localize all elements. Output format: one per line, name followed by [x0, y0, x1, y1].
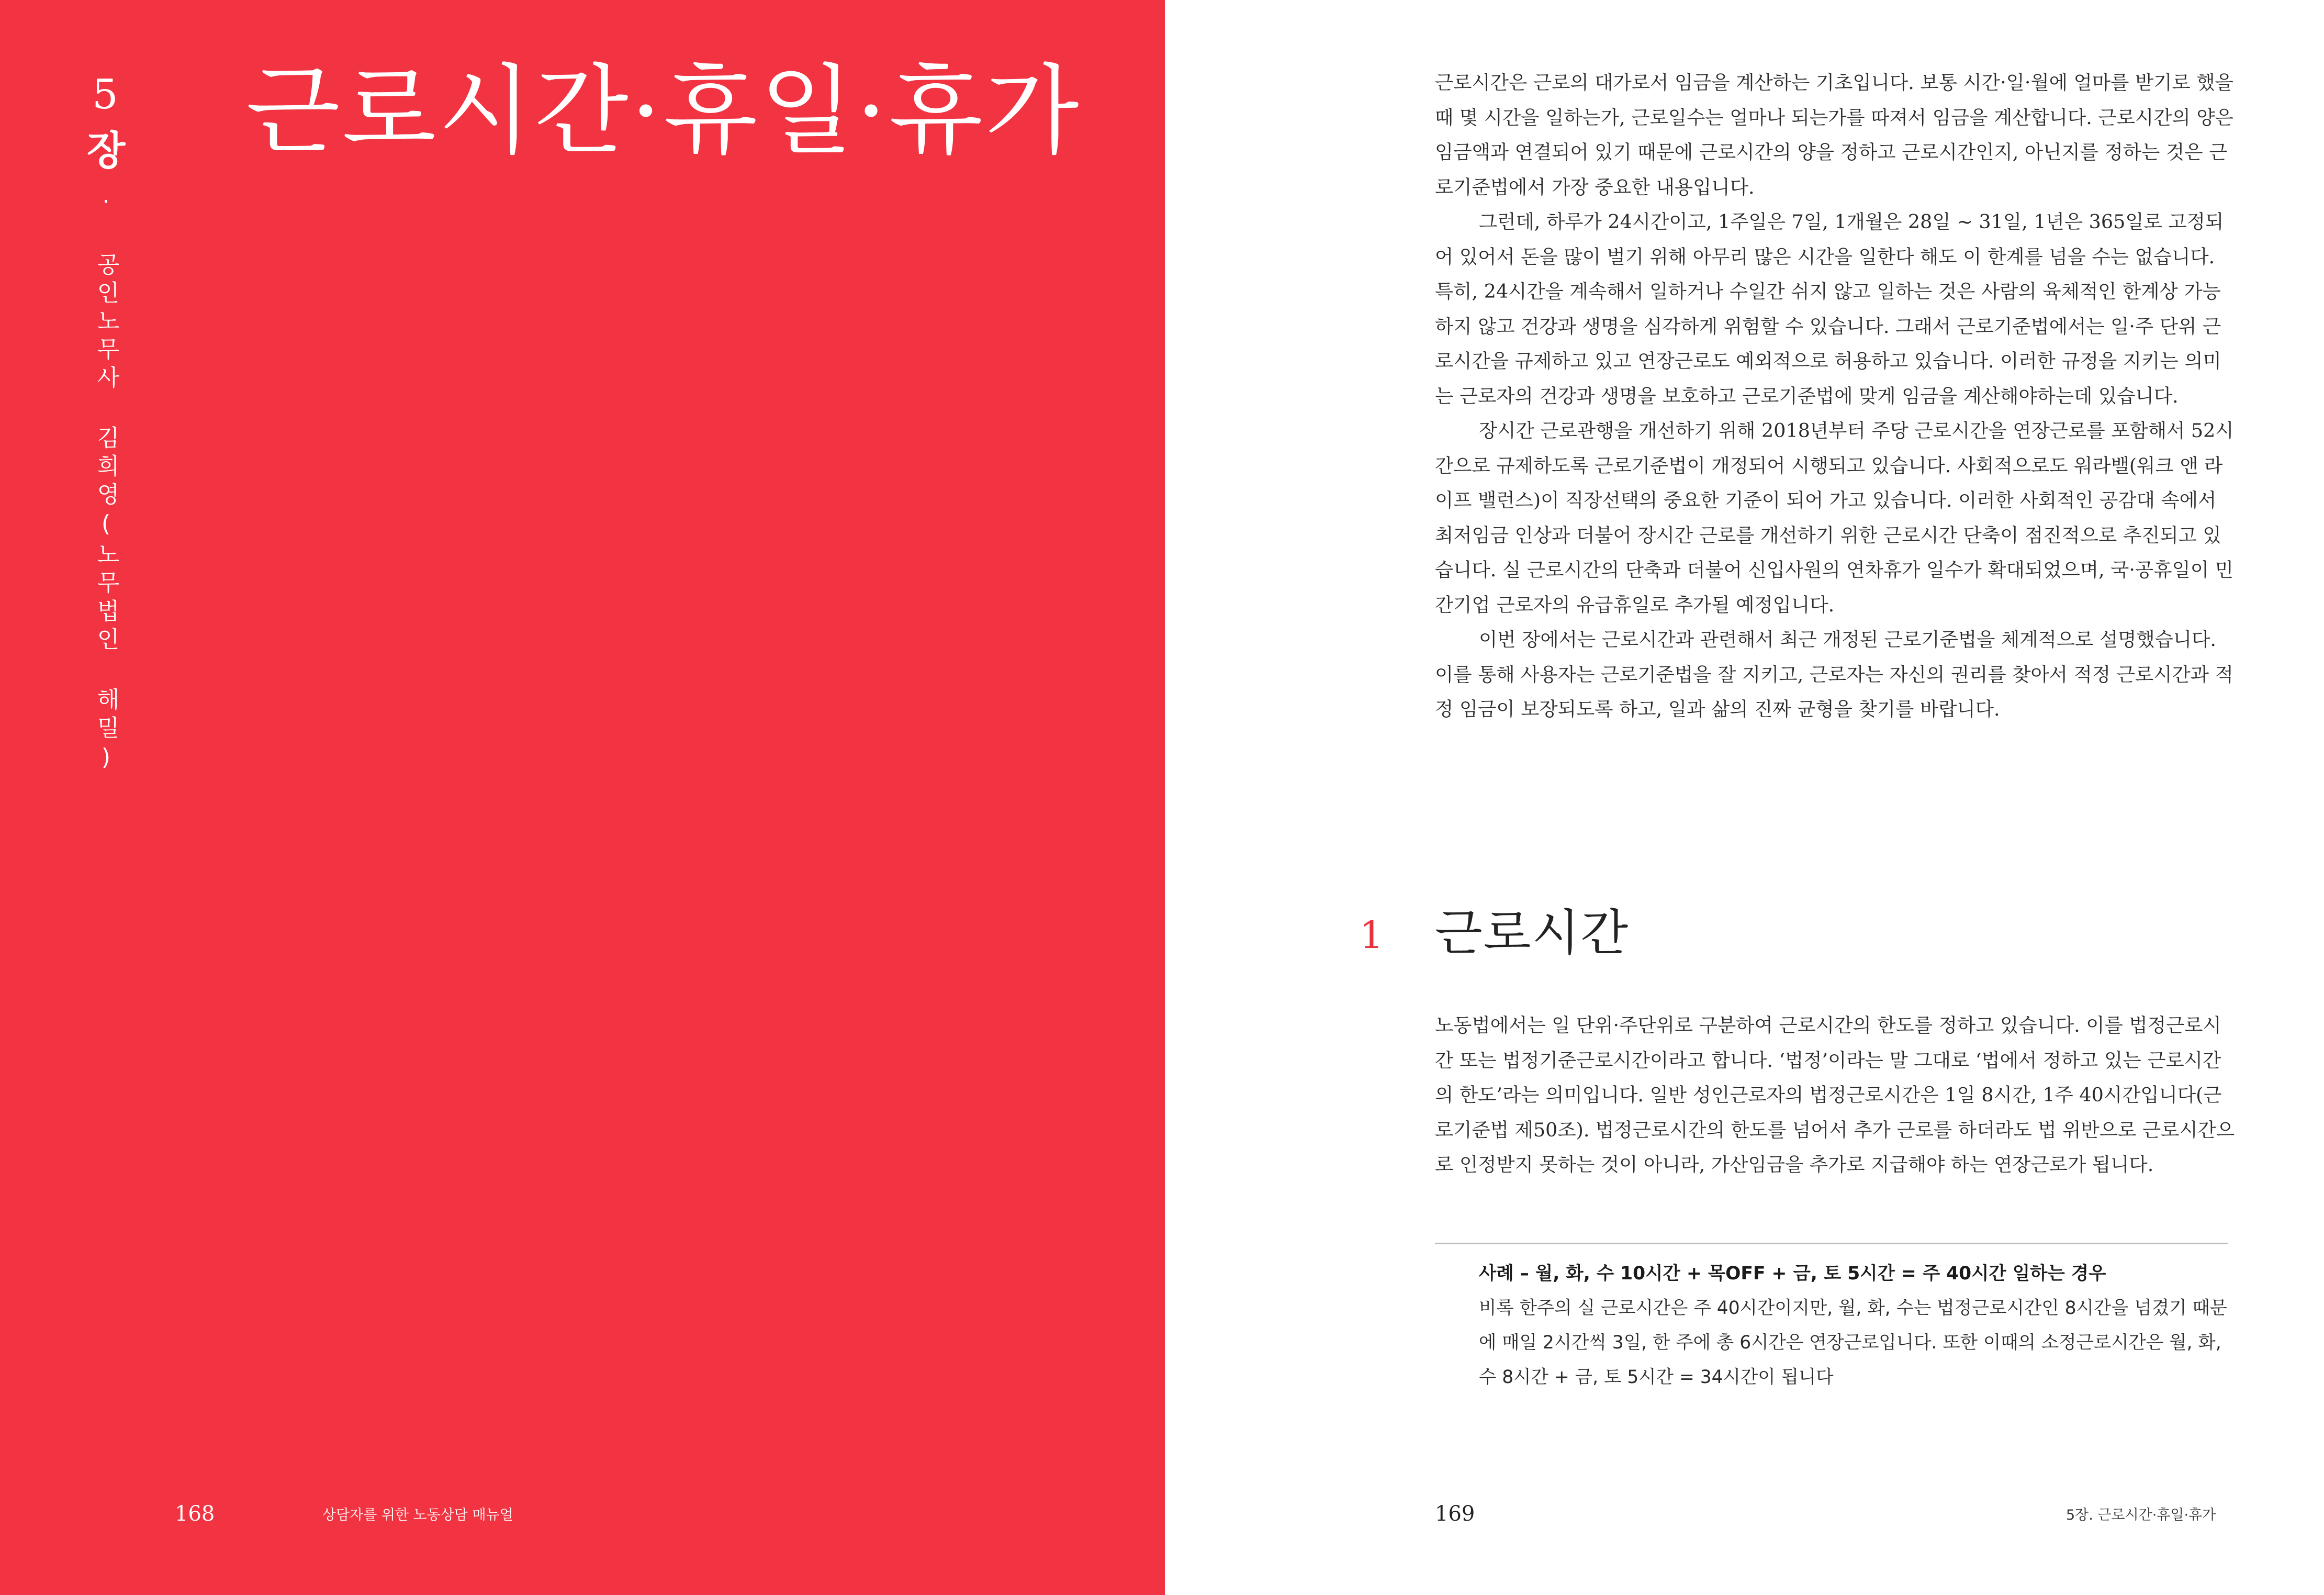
- intro-paragraph: 근로시간은 근로의 대가로서 임금을 계산하는 기초입니다. 보통 시간·일·월에 얼마를 받기로 했을 때 몇 시간을 일하는가, 근로일수는 얼마나 되는가를 따져서 임금을 계산합니다. 근로시간의 양은 임금액과 연결되어 있기 때문에 근로시간의 양을 정하고 근로시간인지, 아닌지를 정하는 것은 근로기준법에서 가장 중요한 내용입니다.: [1435, 71, 2233, 198]
- chapter-label: 장: [87, 127, 126, 174]
- intro-paragraph: 그런데, 하루가 24시간이고, 1주일은 7일, 1개월은 28일 ~ 31일, 1년은 365일로 고정되어 있어서 돈을 많이 벌기 위해 아무리 많은 시간을 일한다 해도 이 한계를 넘을 수는 없습니다. 특히, 24시간을 계속해서 일하거나 수일간 쉬지 않고 일하는 것은 사람의 육체적인 한계상 가능하지 않고 건강과 생명을 심각하게 위험할 수 있습니다. 그래서 근로기준법에서는 일·주 단위 근로시간을 규제하고 있고 연장근로도 예외적으로 허용하고 있습니다. 이러한 규정을 지키는 의미는 근로자의 건강과 생명을 보호하고 근로기준법에 맞게 임금을 계산해야하는데 있습니다.: [1435, 210, 2224, 407]
- author-credit: · 공인노무사 김희영(노무법인 해밀): [93, 188, 119, 776]
- running-head-left: 상담자를 위한 노동상담 매뉴얼: [322, 1507, 513, 1523]
- example-box: [1479, 1256, 2238, 1395]
- page-number-right: 169: [1435, 1502, 1475, 1526]
- example-title: 사례 – 월, 화, 수 10시간 + 목OFF + 금, 토 5시간 = 주 40시간 일하는 경우: [1479, 1263, 2106, 1284]
- intro-paragraph: 이번 장에서는 근로시간과 관련해서 최근 개정된 근로기준법을 체계적으로 설명했습니다. 이를 통해 사용자는 근로기준법을 잘 지키고, 근로자는 자신의 권리를 찾아서 적정 근로시간과 적정 임금이 보장되도록 하고, 일과 삶의 진짜 균형을 찾기를 바랍니다.: [1435, 628, 2233, 720]
- intro-paragraph: 장시간 근로관행을 개선하기 위해 2018년부터 주당 근로시간을 연장근로를 포함해서 52시간으로 규제하도록 근로기준법이 개정되어 시행되고 있습니다. 사회적으로도 워라밸(워크 앤 라이프 밸런스)이 직장선택의 중요한 기준이 되어 가고 있습니다. 이러한 사회적인 공감대 속에서 최저임금 인상과 더불어 장시간 근로를 개선하기 위한 근로시간 단축이 점진적으로 추진되고 있습니다. 실 근로시간의 단축과 더불어 신입사원의 연차휴가 일수가 확대되었으며, 국·공휴일이 민간기업 근로자의 유급휴일로 추가될 예정입니다.: [1435, 419, 2234, 616]
- section-title: 근로시간: [1435, 905, 1630, 962]
- page-number-left: 168: [175, 1502, 215, 1526]
- divider: [1435, 1243, 2228, 1244]
- chapter-number: 5: [92, 71, 118, 118]
- running-head-right: 5장. 근로시간·휴일·휴가: [2066, 1507, 2216, 1523]
- section-text: [1435, 1008, 2236, 1183]
- section-number: 1: [1360, 913, 1384, 957]
- chapter-title: 근로시간·휴일·휴가: [246, 54, 1081, 168]
- intro-text: [1435, 65, 2236, 727]
- section-paragraph: 노동법에서는 일 단위·주단위로 구분하여 근로시간의 한도를 정하고 있습니다. 이를 법정근로시간 또는 법정기준근로시간이라고 합니다. ‘법정’이라는 말 그대로 ‘법에서 정하고 있는 근로시간의 한도’라는 의미입니다. 일반 성인근로자의 법정근로시간은 1일 8시간, 1주 40시간입니다(근로기준법 제50조). 법정근로시간의 한도를 넘어서 추가 근로를 하더라도 법 위반으로 근로시간으로 인정받지 못하는 것이 아니라, 가산임금을 추가로 지급해야 하는 연장근로가 됩니다.: [1435, 1014, 2235, 1176]
- example-body: 비록 한주의 실 근로시간은 주 40시간이지만, 월, 화, 수는 법정근로시간인 8시간을 넘겼기 때문에 매일 2시간씩 3일, 한 주에 총 6시간은 연장근로입니다. 또한 이때의 소정근로시간은 월, 화, 수 8시간 + 금, 토 5시간 = 34시간이 됩니다: [1479, 1298, 2228, 1388]
